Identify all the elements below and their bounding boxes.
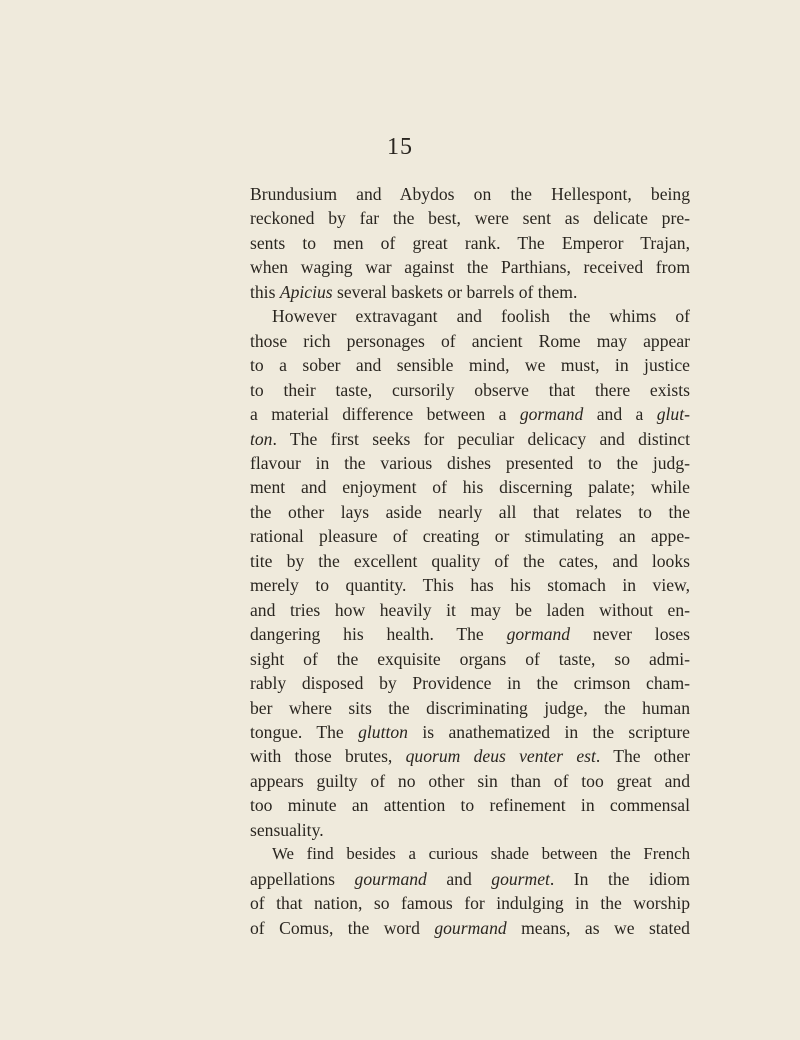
text-segment: merely to quantity. This has his stomach in view, xyxy=(250,575,690,596)
page-number: 15 xyxy=(387,134,413,160)
text-segment: rational pleasure of creating or stimulating an appe- xyxy=(250,526,690,547)
text-segment: ber where sits the discriminating judge, the human xyxy=(250,697,690,718)
text-segment: of Comus, the word xyxy=(250,917,435,938)
text-segment: of that nation, so famous for indulging in the worship xyxy=(250,893,690,914)
text-segment: this xyxy=(250,281,280,302)
italic-text: gourmet xyxy=(491,868,550,889)
italic-text: gourmand xyxy=(434,917,507,938)
text-line xyxy=(250,696,690,720)
text-segment: sensuality. xyxy=(250,819,324,840)
text-segment: and xyxy=(426,868,492,889)
text-segment: . The other xyxy=(595,746,690,767)
text-line xyxy=(250,891,690,915)
text-line xyxy=(250,402,690,426)
text-line xyxy=(250,329,690,353)
text-segment: reckoned by far the best, were sent as delicate pre- xyxy=(250,208,690,229)
text-segment: means, as we stated xyxy=(506,917,690,938)
text-line xyxy=(250,500,690,524)
text-line xyxy=(250,598,690,622)
text-line xyxy=(250,720,690,744)
text-line xyxy=(250,769,690,793)
text-line xyxy=(250,304,690,328)
text-line xyxy=(250,744,690,768)
text-line xyxy=(250,231,690,255)
text-line xyxy=(250,353,690,377)
text-line xyxy=(250,671,690,695)
text-line xyxy=(250,916,690,940)
text-line xyxy=(250,206,690,230)
text-line xyxy=(250,622,690,646)
text-line xyxy=(250,427,690,451)
body-text xyxy=(250,182,690,940)
text-segment: to a sober and sensible mind, we must, in justice xyxy=(250,355,690,376)
text-line xyxy=(250,524,690,548)
text-segment: dangering his health. The xyxy=(250,624,507,645)
text-segment: when waging war against the Parthians, received from xyxy=(250,257,690,278)
text-segment: too minute an attention to refinement in commensal xyxy=(250,795,690,816)
text-segment: several baskets or barrels of them. xyxy=(332,281,578,302)
text-segment: tite by the excellent quality of the cates, and looks xyxy=(250,550,690,571)
text-line xyxy=(250,818,690,842)
italic-text: gormand xyxy=(519,404,584,425)
text-line xyxy=(250,867,690,891)
text-line xyxy=(250,793,690,817)
text-segment: appellations xyxy=(250,868,355,889)
text-segment: with those brutes, xyxy=(250,746,406,767)
text-segment: is anathematized in the scripture xyxy=(407,721,690,742)
italic-text: gourmand xyxy=(354,868,427,889)
text-segment: never loses xyxy=(570,624,690,645)
text-segment: and a xyxy=(583,404,657,425)
text-segment: We find besides a curious shade between the French xyxy=(272,844,690,864)
text-segment: those rich personages of ancient Rome may appear xyxy=(250,330,690,351)
text-segment: rably disposed by Providence in the crimson cham- xyxy=(250,673,690,694)
text-line xyxy=(250,842,690,866)
text-line xyxy=(250,378,690,402)
text-segment: appears guilty of no other sin than of too great and xyxy=(250,770,690,791)
italic-text: Apicius xyxy=(279,281,333,302)
italic-text: glutton xyxy=(358,721,408,742)
text-line xyxy=(250,451,690,475)
text-segment: sents to men of great rank. The Emperor Trajan, xyxy=(250,232,690,253)
text-line xyxy=(250,549,690,573)
italic-text: glut- xyxy=(656,404,690,425)
text-segment: to their taste, cursorily observe that there exists xyxy=(250,379,690,400)
text-segment: . In the idiom xyxy=(549,868,690,889)
text-segment: However extravagant and foolish the whims of xyxy=(272,306,690,327)
italic-text: quorum deus venter est xyxy=(405,746,596,767)
italic-text: gormand xyxy=(506,624,571,645)
text-segment: the other lays aside nearly all that relates to the xyxy=(250,501,690,522)
text-segment: sight of the exquisite organs of taste, so admi- xyxy=(250,648,690,669)
text-segment: tongue. The xyxy=(250,721,359,742)
text-segment: Brundusium and Abydos on the Hellespont, being xyxy=(250,184,690,204)
text-segment: flavour in the various dishes presented to the judg- xyxy=(250,452,690,473)
text-line xyxy=(250,647,690,671)
text-line xyxy=(250,475,690,499)
italic-text: ton xyxy=(250,428,273,449)
text-line xyxy=(250,255,690,279)
text-segment: and tries how heavily it may be laden without en- xyxy=(250,599,690,620)
text-segment: ment and enjoyment of his discerning palate; while xyxy=(250,477,690,498)
text-segment: a material difference between a xyxy=(250,404,520,425)
text-segment: . The first seeks for peculiar delicacy and distinct xyxy=(272,428,690,449)
text-line xyxy=(250,573,690,597)
text-line xyxy=(250,280,690,304)
text-line xyxy=(250,182,690,206)
